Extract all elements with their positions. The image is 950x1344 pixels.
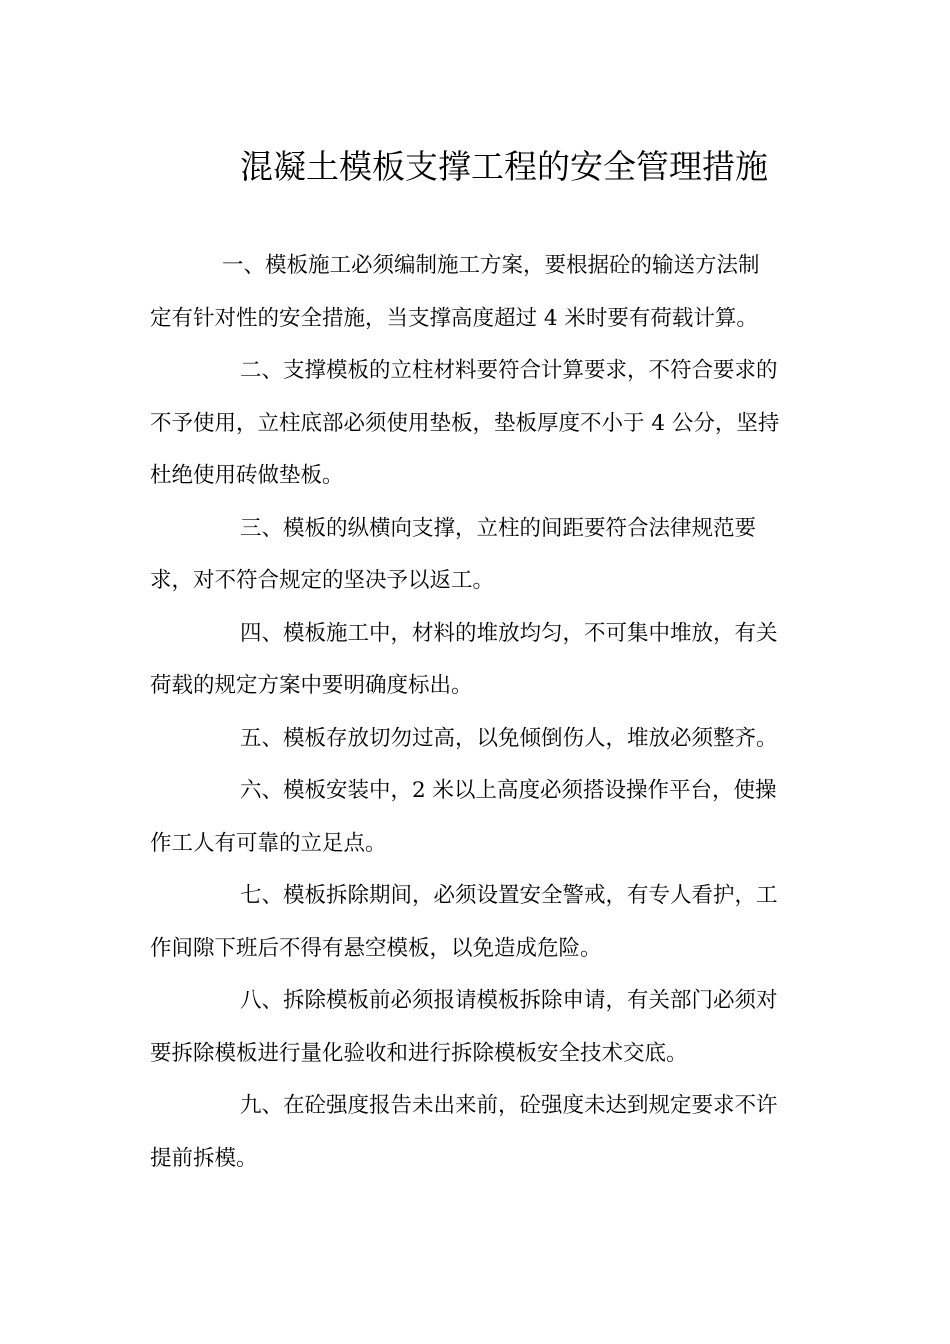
paragraph-9 bbox=[150, 1080, 800, 1185]
paragraph-line: 定有针对性的安全措施，当支撑高度超过 4 米时要有荷载计算。 bbox=[150, 305, 758, 331]
paragraph-2 bbox=[150, 345, 800, 503]
paragraph-line: 作间隙下班后不得有悬空模板，以免造成危险。 bbox=[150, 935, 602, 961]
paragraph-line: 求，对不符合规定的坚决予以返工。 bbox=[150, 568, 495, 593]
paragraph-line: 荷载的规定方案中要明确度标出。 bbox=[150, 673, 473, 698]
paragraph-line: 五、模板存放切勿过高，以免倾倒伤人，堆放必须整齐。 bbox=[240, 725, 778, 751]
paragraph-7 bbox=[150, 870, 800, 975]
paragraph-6 bbox=[150, 765, 800, 870]
paragraph-line: 九、在砼强度报告未出来前，砼强度未达到规定要求不许 bbox=[240, 1093, 778, 1118]
paragraph-line: 八、拆除模板前必须报请模板拆除申请，有关部门必须对 bbox=[240, 988, 778, 1013]
paragraph-line: 要拆除模板进行量化验收和进行拆除模板安全技术交底。 bbox=[150, 1040, 688, 1066]
document-title: 混凝土模板支撑工程的安全管理措施 bbox=[240, 147, 768, 187]
document-body bbox=[150, 240, 800, 1185]
paragraph-8 bbox=[150, 975, 800, 1080]
paragraph-line: 一、模板施工必须编制施工方案，要根据砼的输送方法制 bbox=[222, 253, 760, 278]
paragraph-line: 提前拆模。 bbox=[150, 1145, 258, 1171]
paragraph-1 bbox=[150, 240, 800, 345]
paragraph-line: 杜绝使用砖做垫板。 bbox=[150, 463, 344, 488]
paragraph-line: 作工人有可靠的立足点。 bbox=[150, 830, 387, 856]
paragraph-line: 六、模板安装中，2 米以上高度必须搭设操作平台，使操 bbox=[240, 778, 777, 803]
paragraph-5 bbox=[150, 713, 800, 766]
paragraph-3 bbox=[150, 503, 800, 608]
paragraph-line: 三、模板的纵横向支撑，立柱的间距要符合法律规范要 bbox=[240, 515, 757, 541]
paragraph-line: 七、模板拆除期间，必须设置安全警戒，有专人看护，工 bbox=[240, 883, 778, 908]
paragraph-line: 二、支撑模板的立柱材料要符合计算要求，不符合要求的 bbox=[240, 358, 778, 383]
paragraph-line: 四、模板施工中，材料的堆放均匀，不可集中堆放，有关 bbox=[240, 620, 778, 646]
paragraph-line: 不予使用，立柱底部必须使用垫板，垫板厚度不小于 4 公分，坚持 bbox=[150, 410, 780, 436]
paragraph-4 bbox=[150, 608, 800, 713]
